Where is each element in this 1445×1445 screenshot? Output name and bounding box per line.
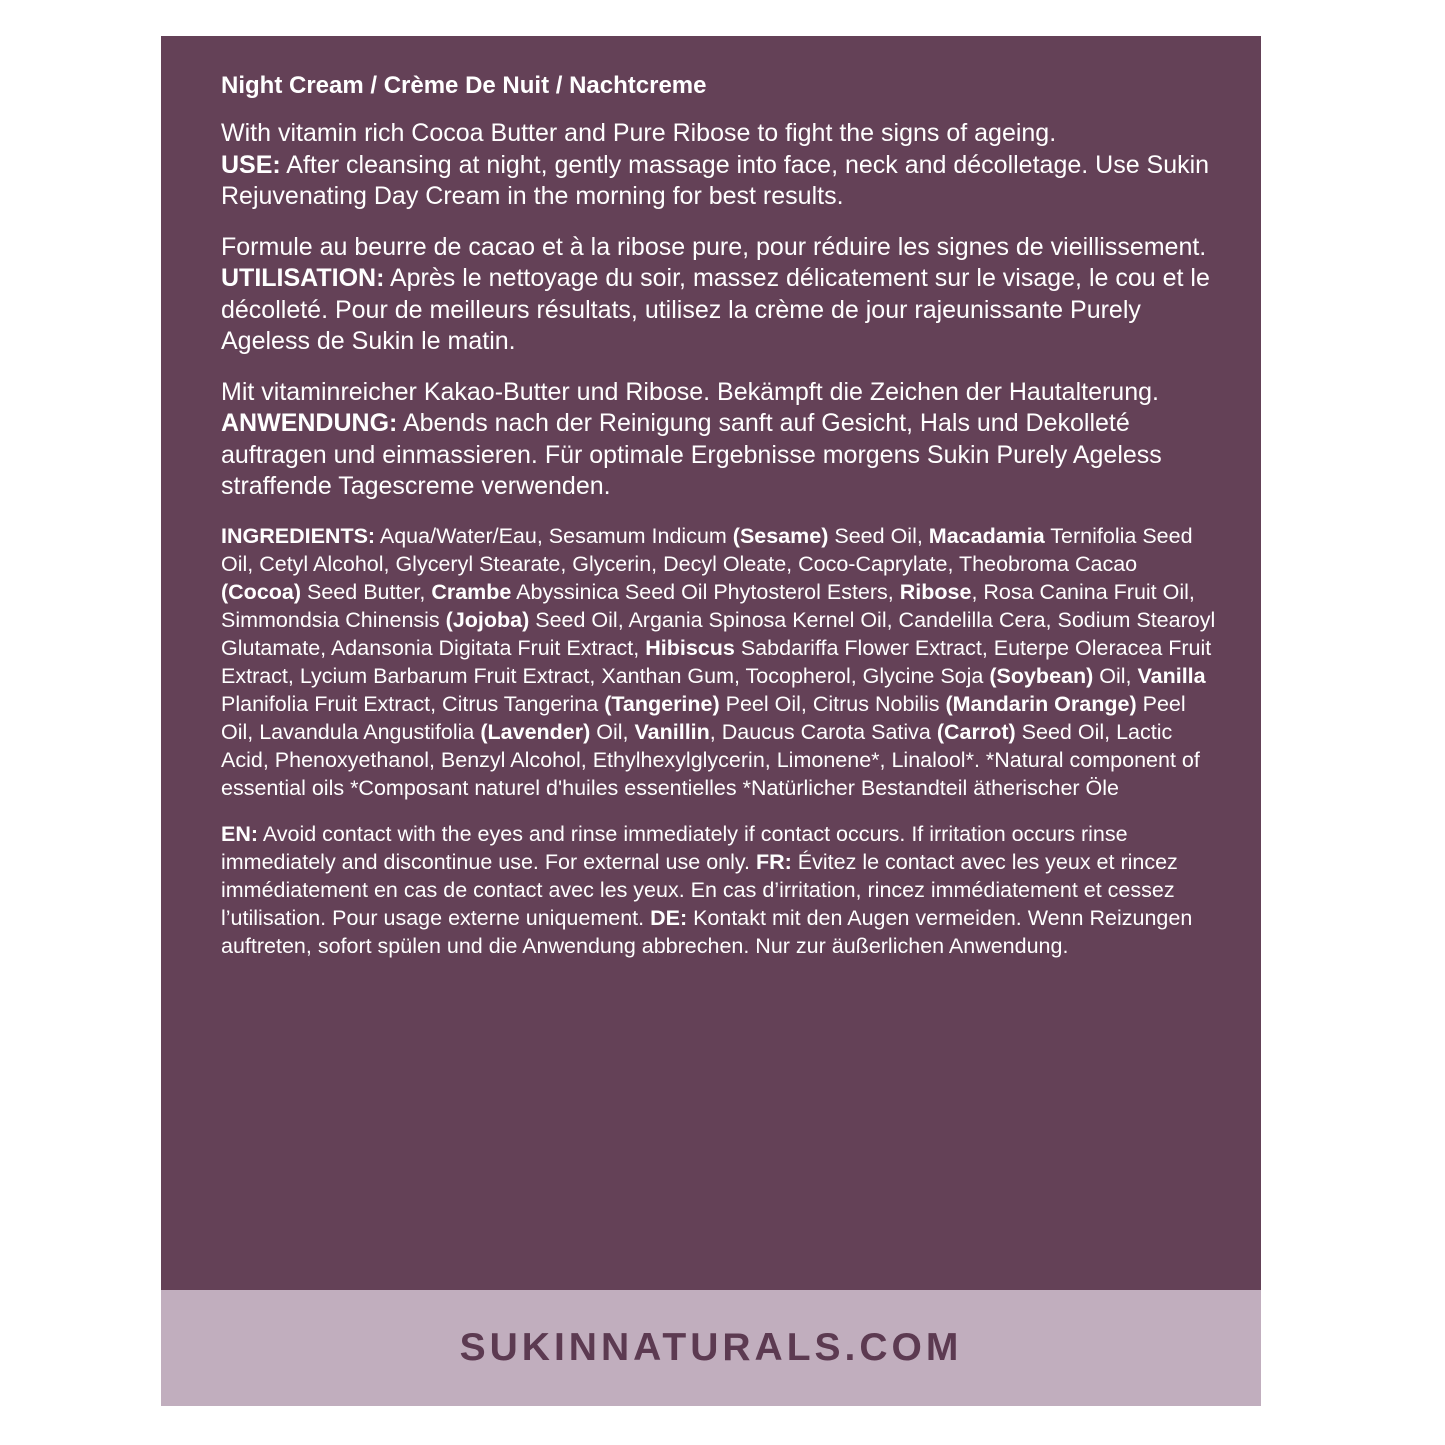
footer-band (161, 1290, 1261, 1406)
ingredient-highlight: Macadamia (928, 523, 1045, 548)
ingredient-highlight: Crambe (431, 579, 512, 604)
ingredient-text: Aqua/Water/Eau, Sesamum Indicum (375, 523, 733, 548)
ingredient-text: Seed Oil, (828, 523, 929, 548)
french-use-label: UTILISATION: (221, 264, 385, 292)
ingredient-highlight: (Soybean) (989, 663, 1094, 688)
english-description (221, 118, 1221, 213)
french-description (221, 232, 1221, 358)
ingredient-text: Oil, (1093, 663, 1138, 688)
ingredients-label: INGREDIENTS: (221, 523, 376, 548)
warning-de-text: Kontakt mit den Augen vermeiden. Wenn Reizungen auftreten, sofort spülen und die Anwendung abbrechen. Nur zur äußerlichen Anwendung. (221, 905, 1193, 958)
ingredient-text: , Rosa Canina Fruit Oil, Simmondsia Chinensis (221, 579, 1195, 632)
french-use-text: Après le nettoyage du soir, massez délicatement sur le visage, le cou et le décolleté. Pour de meilleurs résultats, utilisez la crème de jour rajeunissante Purely Ageless de Sukin le matin. (221, 264, 1210, 355)
warning-en-text: Avoid contact with the eyes and rinse immediately if contact occurs. If irritation occurs rinse immediately and discontinue use. For external use only. (221, 821, 1128, 874)
label-content (221, 70, 1221, 960)
ingredient-text: Ternifolia Seed Oil, Cetyl Alcohol, Glyceryl Stearate, Glycerin, Decyl Oleate, Coco-Caprylate, Theobroma Cacao (221, 523, 1193, 576)
english-use-label: USE: (221, 150, 281, 179)
ingredient-highlight: (Cocoa) (221, 579, 302, 604)
german-use-text: Abends nach der Reinigung sanft auf Gesicht, Hals und Dekolleté auftragen und einmassieren. Für optimale Ergebnisse morgens Sukin Purely Ageless straffende Tagescreme verwenden. (221, 409, 1162, 500)
ingredient-highlight: Hibiscus (645, 635, 735, 660)
ingredient-text: Seed Oil, Argania Spinosa Kernel Oil, Candelilla Cera, Sodium Stearoyl Glutamate, Adansonia Digitata Fruit Extract, (221, 607, 1216, 660)
ingredient-text: , Daucus Carota Sativa (709, 719, 937, 744)
ingredient-text: Peel Oil, Citrus Nobilis (719, 691, 946, 716)
ingredients-list (221, 522, 1221, 802)
ingredient-text: Abyssinica Seed Oil Phytosterol Esters, (511, 579, 900, 604)
ingredient-text: Sabdariffa Flower Extract, Euterpe Oleracea Fruit Extract, Lycium Barbarum Fruit Extract, Xanthan Gum, Tocopherol, Glycine Soja (221, 635, 1212, 688)
german-intro: Mit vitaminreicher Kakao-Butter und Ribose. Bekämpft die Zeichen der Hautalterung. (221, 377, 1159, 406)
german-description (221, 377, 1221, 503)
ingredient-highlight: (Lavender) (480, 719, 591, 744)
product-title: Night Cream / Crème De Nuit / Nachtcreme (221, 72, 707, 99)
warnings (221, 820, 1221, 960)
english-intro: With vitamin rich Cocoa Butter and Pure Ribose to fight the signs of ageing. (221, 119, 1057, 147)
ingredient-highlight: (Tangerine) (604, 691, 720, 716)
ingredient-text: Planifolia Fruit Extract, Citrus Tangerina (221, 691, 605, 716)
website-url: SUKINNATURALS.COM (459, 1326, 963, 1369)
warning-de-label: DE: (650, 905, 688, 930)
label-panel (161, 36, 1261, 1290)
english-use-text: After cleansing at night, gently massage into face, neck and décolletage. Use Sukin Rejuvenating Day Cream in the morning for best results. (221, 150, 1210, 210)
warning-fr-label: FR: (756, 849, 792, 874)
ingredient-text: Seed Butter, (301, 579, 432, 604)
ingredient-text: Peel Oil, Lavandula Angustifolia (221, 691, 1186, 744)
ingredient-text: Seed Oil, Lactic Acid, Phenoxyethanol, Benzyl Alcohol, Ethylhexylglycerin, Limonene*, Linalool*. *Natural component of essential oils *Composant naturel d'huiles essentielles *Natürlicher Bestandteil ätherischer Öle (221, 719, 1200, 800)
french-intro: Formule au beurre de cacao et à la ribose pure, pour réduire les signes de vieillissement. (221, 232, 1207, 261)
ingredient-highlight: Vanilla (1137, 663, 1206, 688)
ingredient-highlight: Ribose (899, 579, 972, 604)
ingredient-highlight: (Carrot) (936, 719, 1016, 744)
german-use-label: ANWENDUNG: (221, 409, 398, 437)
warning-fr-text: Évitez le contact avec les yeux et rincez immédiatement en cas de contact avec les yeux. En cas d’irritation, rincez immédiatement et cessez l’utilisation. Pour usage externe uniquement. (221, 849, 1178, 930)
ingredient-highlight: (Sesame) (732, 523, 829, 548)
ingredient-highlight: (Jojoba) (445, 607, 530, 632)
ingredient-highlight: Vanillin (634, 719, 710, 744)
ingredient-text: Oil, (590, 719, 635, 744)
warning-en-label: EN: (221, 821, 259, 846)
ingredient-highlight: (Mandarin Orange) (945, 691, 1137, 716)
